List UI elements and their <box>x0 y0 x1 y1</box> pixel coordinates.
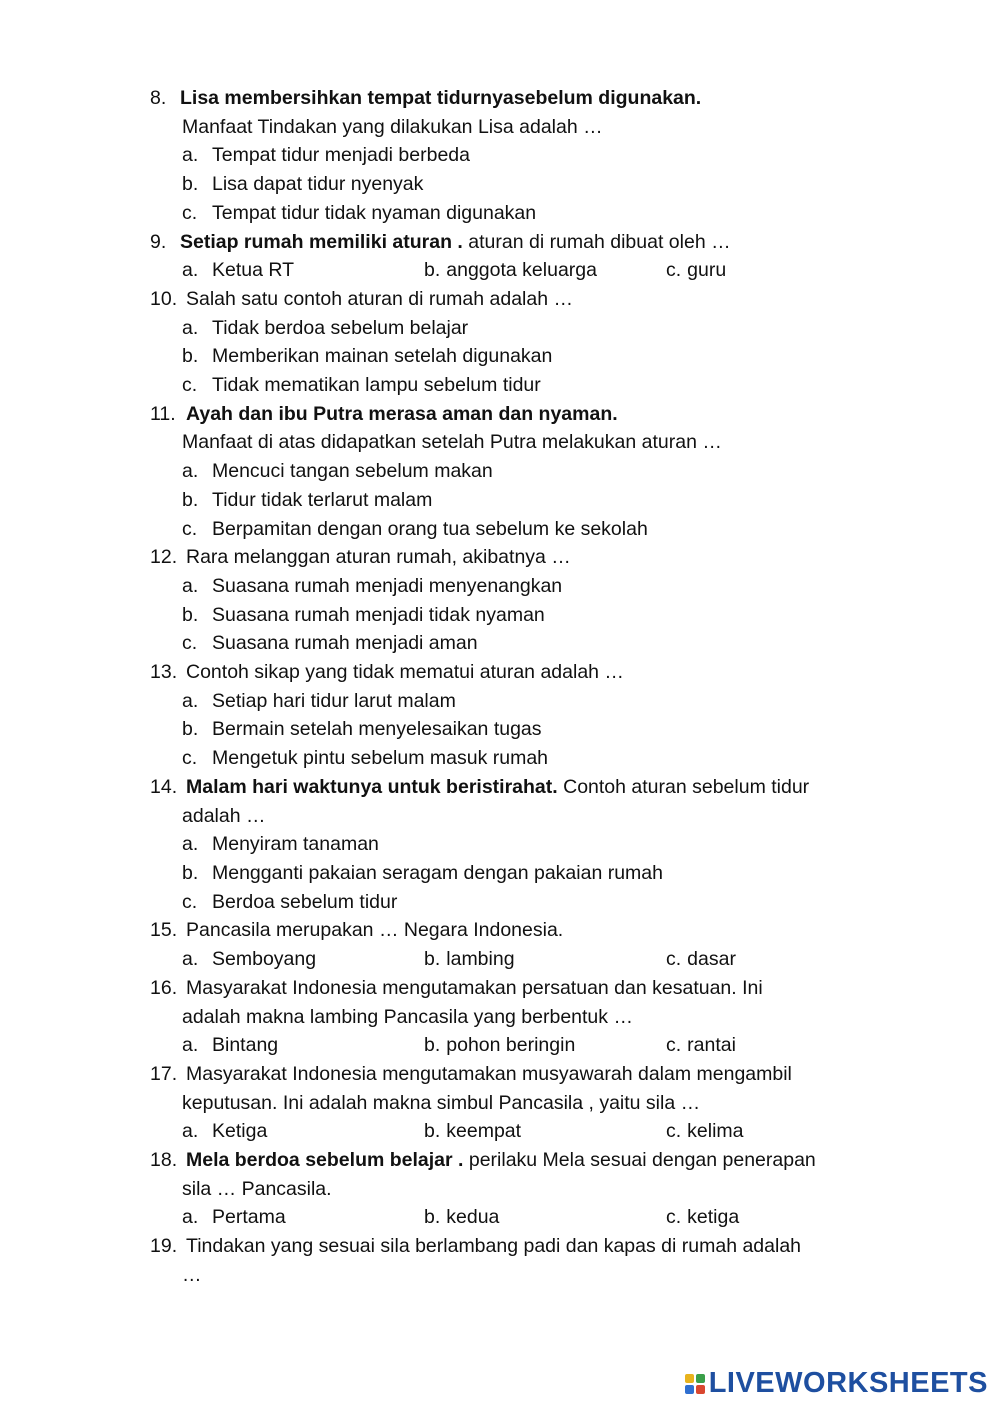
answer-option[interactable] <box>182 1117 424 1146</box>
option-text: Tempat tidur menjadi berbeda <box>212 144 470 167</box>
question-rest-text: aturan di rumah dibuat oleh … <box>462 230 731 253</box>
question-number: 10. <box>150 287 178 310</box>
option-text: Berdoa sebelum tidur <box>212 890 398 913</box>
answer-option[interactable] <box>150 830 890 859</box>
answer-option[interactable] <box>150 572 890 601</box>
question-text <box>186 916 890 945</box>
logo-square <box>685 1374 694 1383</box>
question-text <box>186 285 890 314</box>
question-number: 12. <box>150 546 178 569</box>
answer-option[interactable] <box>150 601 890 630</box>
option-text: Bermain setelah menyelesaikan tugas <box>212 718 542 741</box>
option-letter: c. <box>666 1206 682 1229</box>
option-text: anggota keluarga <box>446 259 597 282</box>
option-letter: a. <box>182 316 199 339</box>
question-continuation: Manfaat di atas didapatkan setelah Putra melakukan aturan … <box>182 431 722 454</box>
option-letter: b. <box>424 1206 441 1229</box>
question-number: 11. <box>150 402 176 425</box>
question-text <box>180 84 890 113</box>
option-text: rantai <box>687 1034 736 1057</box>
option-text: Memberikan mainan setelah digunakan <box>212 345 553 368</box>
question-bold-text: Lisa membersihkan tempat tidurnyasebelum digunakan. <box>180 87 702 109</box>
answer-option[interactable] <box>666 1031 736 1060</box>
inline-options-row <box>150 1031 890 1060</box>
answer-option[interactable] <box>666 256 726 285</box>
option-text: Suasana rumah menjadi aman <box>212 632 478 655</box>
answer-option[interactable] <box>150 629 890 658</box>
option-letter: b. <box>182 861 199 884</box>
answer-option[interactable] <box>424 1203 666 1232</box>
question-number: 18. <box>150 1149 178 1172</box>
option-text: guru <box>687 259 727 282</box>
question-rest-text: Tindakan yang sesuai sila berlambang padi dan kapas di rumah adalah <box>186 1235 802 1258</box>
answer-option[interactable] <box>424 945 666 974</box>
option-letter: a. <box>182 460 199 483</box>
question-rest-text: Salah satu contoh aturan di rumah adalah … <box>186 287 574 310</box>
option-letter: a. <box>182 689 199 712</box>
option-letter: b. <box>182 718 199 741</box>
option-letter: a. <box>182 1034 199 1057</box>
option-letter: b. <box>424 259 441 282</box>
inline-options-row <box>150 1203 890 1232</box>
answer-option[interactable] <box>150 457 890 486</box>
option-letter: b. <box>182 173 199 196</box>
logo-mark-icon <box>685 1374 705 1394</box>
option-letter: a. <box>182 574 199 597</box>
option-letter: c. <box>182 517 198 540</box>
liveworksheets-logo <box>685 1367 988 1400</box>
option-letter: b. <box>182 488 199 511</box>
question-bold-text: Mela berdoa sebelum belajar . <box>186 1149 464 1172</box>
option-text: Ketiga <box>212 1120 268 1143</box>
question-number: 14. <box>150 775 178 798</box>
answer-option[interactable] <box>182 945 424 974</box>
question-number: 9. <box>150 230 167 253</box>
question-10 <box>150 1060 890 1089</box>
answer-option[interactable] <box>150 342 890 371</box>
option-text: lambing <box>446 948 515 971</box>
answer-option[interactable] <box>424 1117 666 1146</box>
option-text: ketiga <box>687 1206 740 1229</box>
logo-text: LIVEWORKSHEETS <box>708 1367 988 1399</box>
question-12 <box>150 1232 890 1261</box>
question-9 <box>150 974 890 1003</box>
question-bold-text: Setiap rumah memiliki aturan . <box>180 230 463 253</box>
answer-option[interactable] <box>150 199 890 228</box>
option-text: Suasana rumah menjadi tidak nyaman <box>212 603 545 626</box>
question-number: 16. <box>150 976 178 999</box>
option-text: Lisa dapat tidur nyenyak <box>212 173 424 196</box>
option-text: Suasana rumah menjadi menyenangkan <box>212 574 563 597</box>
option-letter: c. <box>182 374 198 397</box>
answer-option[interactable] <box>150 715 890 744</box>
option-letter: b. <box>424 948 441 971</box>
option-letter: c. <box>182 747 198 770</box>
answer-option[interactable] <box>150 141 890 170</box>
option-text: Tempat tidur tidak nyaman digunakan <box>212 201 537 224</box>
option-letter: b. <box>182 603 199 626</box>
option-letter: b. <box>182 345 199 368</box>
answer-option[interactable] <box>150 371 890 400</box>
option-letter: a. <box>182 948 199 971</box>
option-letter: a. <box>182 259 199 282</box>
question-continuation: keputusan. Ini adalah makna simbul Pancasila , yaitu sila … <box>182 1091 701 1114</box>
worksheet <box>150 84 890 1290</box>
question-text <box>186 1146 890 1175</box>
question-continuation: adalah makna lambing Pancasila yang berbentuk … <box>182 1005 633 1028</box>
question-5 <box>150 543 890 572</box>
option-letter: c. <box>182 890 198 913</box>
option-text: dasar <box>687 948 736 971</box>
inline-options-row <box>150 256 890 285</box>
answer-option[interactable] <box>666 1117 744 1146</box>
logo-square <box>685 1385 694 1394</box>
question-text <box>186 773 890 802</box>
question-6 <box>150 658 890 687</box>
question-text <box>186 543 890 572</box>
answer-option[interactable] <box>424 1031 666 1060</box>
question-bold-text: Malam hari waktunya untuk beristirahat. <box>186 775 558 798</box>
question-7 <box>150 773 890 802</box>
option-text: pohon beringin <box>446 1034 576 1057</box>
question-rest-text: Masyarakat Indonesia mengutamakan musyawarah dalam mengambil <box>186 1062 792 1085</box>
question-number: 8. <box>150 87 167 109</box>
question-rest-text: Contoh sikap yang tidak mematui aturan adalah … <box>186 661 624 684</box>
question-text <box>186 1232 890 1261</box>
option-letter: c. <box>666 1120 682 1143</box>
question-rest-text: Rara melanggan aturan rumah, akibatnya … <box>186 546 571 569</box>
question-continuation: … <box>182 1263 202 1286</box>
option-letter: b. <box>424 1120 441 1143</box>
question-rest-text: Pancasila merupakan … Negara Indonesia. <box>186 919 564 942</box>
option-text: Semboyang <box>212 948 317 971</box>
option-letter: c. <box>666 948 682 971</box>
answer-option[interactable] <box>666 1203 739 1232</box>
inline-options-row <box>150 1117 890 1146</box>
option-text: Bintang <box>212 1034 279 1057</box>
question-number: 17. <box>150 1062 178 1085</box>
question-11 <box>150 1146 890 1175</box>
answer-option[interactable] <box>150 515 890 544</box>
option-text: Mengetuk pintu sebelum masuk rumah <box>212 747 549 770</box>
option-text: Pertama <box>212 1206 286 1229</box>
answer-option[interactable] <box>150 859 890 888</box>
answer-option[interactable] <box>666 945 736 974</box>
option-text: Tidak berdoa sebelum belajar <box>212 316 469 339</box>
option-letter: c. <box>666 1034 682 1057</box>
answer-option[interactable] <box>150 744 890 773</box>
option-letter: c. <box>182 201 198 224</box>
option-text: kedua <box>446 1206 500 1229</box>
option-text: Setiap hari tidur larut malam <box>212 689 456 712</box>
option-text: Tidak mematikan lampu sebelum tidur <box>212 374 541 397</box>
question-rest-text: Masyarakat Indonesia mengutamakan persatuan dan kesatuan. Ini <box>186 976 763 999</box>
question-text <box>186 658 890 687</box>
question-rest-text: perilaku Mela sesuai dengan penerapan <box>463 1149 816 1172</box>
option-text: Mengganti pakaian seragam dengan pakaian rumah <box>212 861 663 884</box>
answer-option[interactable] <box>150 314 890 343</box>
option-letter: c. <box>182 632 198 655</box>
option-letter: b. <box>424 1034 441 1057</box>
option-letter: c. <box>666 259 682 282</box>
question-text <box>186 1060 890 1089</box>
question-8 <box>150 916 890 945</box>
option-text: Berpamitan dengan orang tua sebelum ke sekolah <box>212 517 648 540</box>
option-text: kelima <box>687 1120 744 1143</box>
question-text <box>186 400 890 429</box>
option-letter: a. <box>182 1120 199 1143</box>
question-4 <box>150 400 890 429</box>
option-letter: a. <box>182 833 199 856</box>
answer-option[interactable] <box>182 256 424 285</box>
logo-square <box>696 1385 705 1394</box>
option-letter: a. <box>182 144 199 167</box>
logo-square <box>696 1374 705 1383</box>
question-bold-text: Ayah dan ibu Putra merasa aman dan nyaman. <box>186 402 618 425</box>
question-continuation: sila … Pancasila. <box>182 1177 332 1200</box>
question-2 <box>150 228 890 257</box>
option-text: Menyiram tanaman <box>212 833 379 856</box>
question-3 <box>150 285 890 314</box>
question-continuation: adalah … <box>182 804 266 827</box>
question-text <box>186 974 890 1003</box>
option-letter: a. <box>182 1206 199 1229</box>
question-number: 15. <box>150 919 178 942</box>
question-text <box>180 228 890 257</box>
answer-option[interactable] <box>150 888 890 917</box>
option-text: keempat <box>446 1120 522 1143</box>
inline-options-row <box>150 945 890 974</box>
question-1 <box>150 84 890 113</box>
question-number: 19. <box>150 1235 178 1258</box>
answer-option[interactable] <box>150 170 890 199</box>
answer-option[interactable] <box>150 687 890 716</box>
answer-option[interactable] <box>424 256 666 285</box>
question-continuation: Manfaat Tindakan yang dilakukan Lisa adalah … <box>182 115 603 138</box>
option-text: Ketua RT <box>212 259 295 282</box>
answer-option[interactable] <box>182 1203 424 1232</box>
answer-option[interactable] <box>150 486 890 515</box>
question-number: 13. <box>150 661 178 684</box>
option-text: Tidur tidak terlarut malam <box>212 488 433 511</box>
question-rest-text: Contoh aturan sebelum tidur <box>557 775 810 798</box>
answer-option[interactable] <box>182 1031 424 1060</box>
option-text: Mencuci tangan sebelum makan <box>212 460 493 483</box>
